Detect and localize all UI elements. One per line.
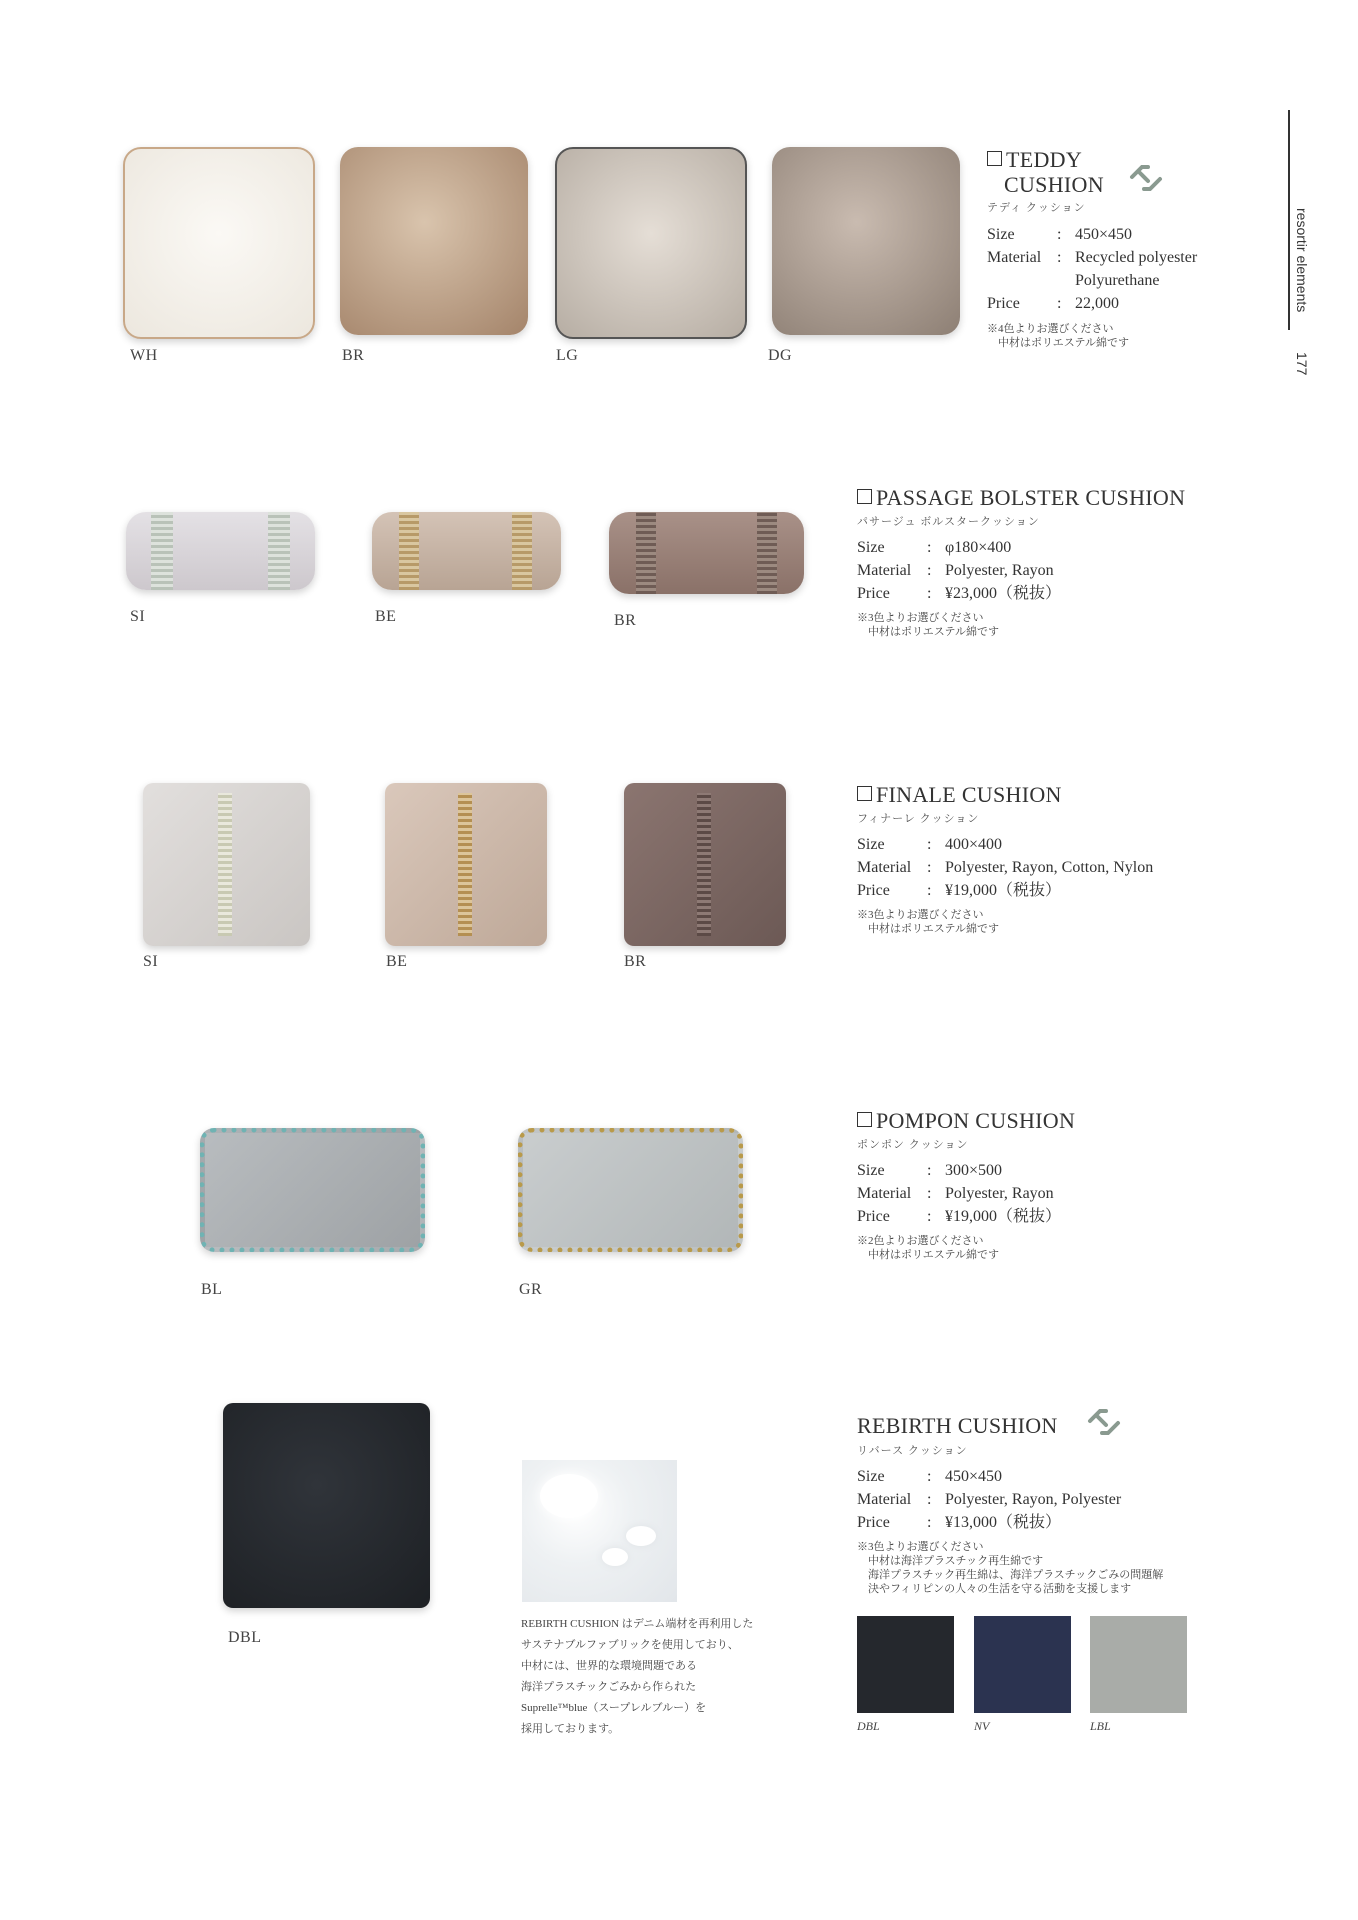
spec-key: Size <box>857 1468 885 1485</box>
pompon-label-bl: BL <box>201 1281 223 1298</box>
spec-key: Material <box>857 1491 912 1508</box>
spec-key: Price <box>857 1208 890 1225</box>
teddy-label-dg: DG <box>768 347 793 364</box>
spec-key: Price <box>857 585 890 602</box>
pompon-title: POMPON CUSHION <box>857 1108 1075 1134</box>
pompon-cushion-bl <box>200 1128 425 1252</box>
teddy-kana: テディ クッション <box>987 202 1086 214</box>
spec-value: ¥19,000（税抜） <box>945 1208 1062 1225</box>
rebirth-cushion-dbl <box>223 1403 430 1608</box>
spec-value: φ180×400 <box>945 539 1012 556</box>
swatch-label-dbl: DBL <box>857 1719 880 1733</box>
spec-value: 300×500 <box>945 1162 1003 1179</box>
passage-label-be: BE <box>375 608 397 625</box>
spec-key: Price <box>857 1514 890 1531</box>
rebirth-specs: Size : 450×450 Material : Polyester, Rayon, Polyester Price : ¥13,000（税抜） <box>857 1465 1121 1534</box>
recycle-arrows-icon <box>1086 1407 1122 1437</box>
finale-cushion-br <box>624 783 786 946</box>
finale-cushion-be <box>385 783 547 946</box>
recycle-arrows-icon <box>1128 163 1164 193</box>
spec-key: Material <box>857 1185 912 1202</box>
teddy-note: ※4色よりお選びください 中材はポリエステル綿です <box>987 323 1130 349</box>
spec-key: Size <box>987 226 1015 243</box>
spec-key: Material <box>857 859 912 876</box>
bolster-br <box>609 512 804 594</box>
finale-note: ※3色よりお選びください 中材はポリエステル綿です <box>857 909 1000 935</box>
spec-value: ¥19,000（税抜） <box>945 882 1062 899</box>
spec-value: Recycled polyester <box>1075 249 1198 266</box>
pompon-note: ※2色よりお選びください 中材はポリエステル綿です <box>857 1235 1000 1261</box>
swatch-nv <box>974 1616 1071 1713</box>
finale-title: FINALE CUSHION <box>857 782 1062 808</box>
passage-label-br: BR <box>614 612 637 629</box>
spec-key: Material <box>857 562 912 579</box>
finale-cushion-si <box>143 783 310 946</box>
passage-label-si: SI <box>130 608 146 625</box>
pompon-cushion-gr <box>518 1128 743 1252</box>
spec-value: Polyester, Rayon, Cotton, Nylon <box>945 859 1154 876</box>
spec-key: Size <box>857 1162 885 1179</box>
teddy-title-line1: TEDDY <box>987 147 1082 173</box>
swatch-label-lbl: LBL <box>1090 1719 1111 1733</box>
rebirth-description: REBIRTH CUSHION はデニム端材を再利用した サステナブルファブリックを使用しており、 中材には、世界的な環境問題である 海洋プラスチックごみから作られた Suprelle™blue（スープレルブルー）を 採用しております。 <box>521 1618 754 1735</box>
pompon-specs: Size : 300×500 Material : Polyester, Rayon Price : ¥19,000（税抜） <box>857 1159 1061 1228</box>
teddy-title-line2: CUSHION <box>1004 172 1104 197</box>
spec-value: ¥23,000（税抜） <box>945 585 1062 602</box>
finale-label-be: BE <box>386 953 408 970</box>
spec-key <box>987 269 1057 292</box>
passage-specs: Size : φ180×400 Material : Polyester, Rayon Price : ¥23,000（税抜） <box>857 536 1061 605</box>
rebirth-kana: リバース クッション <box>857 1445 968 1457</box>
passage-title: PASSAGE BOLSTER CUSHION <box>857 485 1185 511</box>
teddy-label-wh: WH <box>130 347 158 364</box>
sidebar-rule <box>1288 110 1290 330</box>
finale-label-br: BR <box>624 953 647 970</box>
finale-label-si: SI <box>143 953 159 970</box>
teddy-specs: Size : 450×450 Material : Recycled polyester Polyurethane Price : 22,000 <box>987 223 1197 315</box>
rebirth-label-dbl: DBL <box>228 1629 262 1646</box>
sidebar-brand: resortir elements <box>1294 208 1310 313</box>
swatch-label-nv: NV <box>974 1719 990 1733</box>
finale-kana: フィナーレ クッション <box>857 813 980 825</box>
passage-note: ※3色よりお選びください 中材はポリエステル綿です <box>857 612 1000 638</box>
teddy-cushion-wh <box>123 147 315 339</box>
page-number: 177 <box>1294 352 1310 376</box>
spec-key: Price <box>857 882 890 899</box>
spec-key: Size <box>857 539 885 556</box>
rebirth-title: REBIRTH CUSHION <box>857 1413 1058 1438</box>
teddy-cushion-lg <box>555 147 747 339</box>
finale-specs: Size : 400×400 Material : Polyester, Rayon, Cotton, Nylon Price : ¥19,000（税抜） <box>857 833 1153 902</box>
spec-value: 400×400 <box>945 836 1003 853</box>
spec-value: Polyester, Rayon <box>945 1185 1054 1202</box>
spec-value: 22,000 <box>1075 295 1119 312</box>
spec-value: Polyester, Rayon <box>945 562 1054 579</box>
spec-value: 450×450 <box>945 1468 1003 1485</box>
spec-key: Price <box>987 295 1020 312</box>
swatch-lbl <box>1090 1616 1187 1713</box>
teddy-cushion-br <box>340 147 528 335</box>
bolster-be <box>372 512 561 590</box>
pompon-label-gr: GR <box>519 1281 543 1298</box>
spec-key: Size <box>857 836 885 853</box>
passage-kana: パサージュ ボルスタークッション <box>857 516 1040 528</box>
spec-value: Polyester, Rayon, Polyester <box>945 1491 1122 1508</box>
spec-value: 450×450 <box>1075 226 1133 243</box>
teddy-label-br: BR <box>342 347 365 364</box>
pompon-kana: ポンポン クッション <box>857 1139 969 1151</box>
swatch-dbl <box>857 1616 954 1713</box>
cotton-filling-photo <box>522 1460 677 1602</box>
spec-value: Polyurethane <box>1075 272 1160 289</box>
spec-value: ¥13,000（税抜） <box>945 1514 1062 1531</box>
teddy-label-lg: LG <box>556 347 579 364</box>
spec-key: Material <box>987 249 1042 266</box>
teddy-cushion-dg <box>772 147 960 335</box>
bolster-si <box>126 512 315 590</box>
rebirth-note: ※3色よりお選びください 中材は海洋プラスチック再生綿です 海洋プラスチック再生綿は、海洋プラスチックごみの問題解 決やフィリピンの人々の生活を守る活動を支援します <box>857 1541 1164 1595</box>
